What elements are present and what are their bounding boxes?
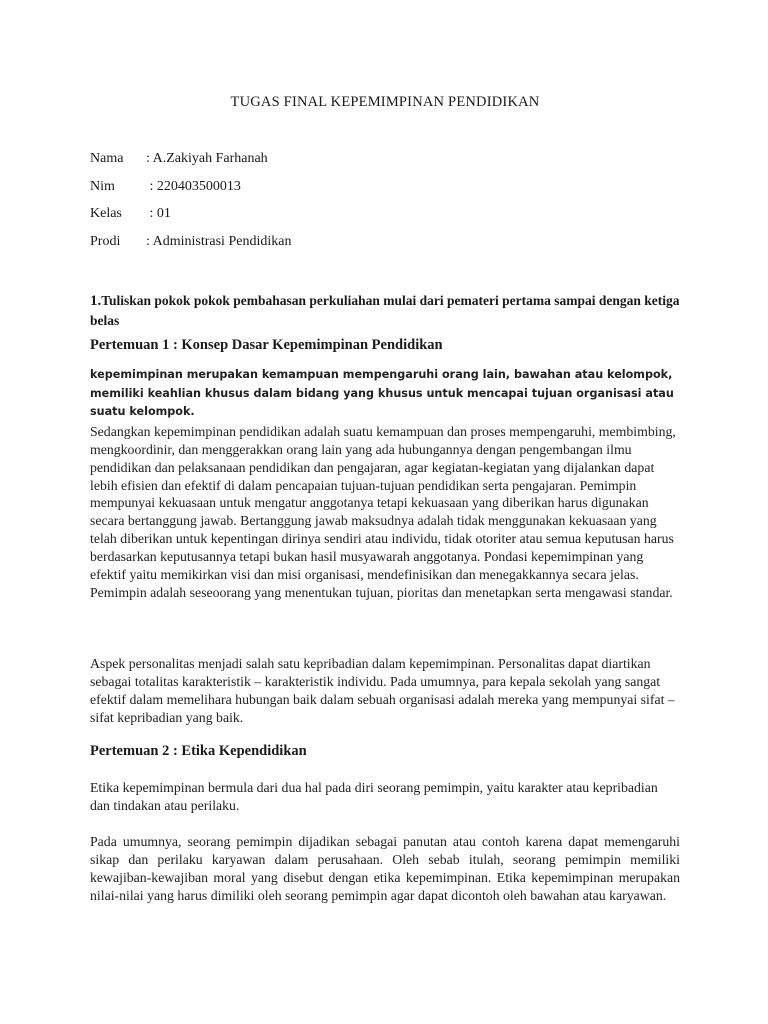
question-1 — [90, 291, 680, 330]
identity-label: Nim — [90, 179, 115, 194]
identity-label: Prodi — [90, 234, 121, 249]
identity-row-nim — [90, 179, 241, 195]
meeting-1-paragraph-1: Sedangkan kepemimpinan pendidikan adalah suatu kemampuan dan proses mempengaruhi, membimbing, mengkoordinir, dan menggerakkan orang lain yang ada hubungannya dengan pengembangan ilmu pendidikan dan pelaksanaan pendidikan dan pengajaran, agar kegiatan-kegiatan yang dijalankan dapat lebih efisien dan efektif di dalam pencapaian tujuan-tujuan pendidikan serta pengajaran. Pemimpin mempunyai kekuasaan untuk mengatur anggotanya tetapi kekuasaan yang diberikan harus digunakan secara bertanggung jawab. Bertanggung jawab maksudnya adalah tidak menggunakan kekuasaan yang telah diberikan untuk kepentingan dirinya sendiri atau individu, tidak otoriter atau semua keputusan harus berdasarkan keputusannya tetapi bukan hasil musyawarah anggotanya. Pondasi kepemimpinan yang efektif yaitu memikirkan visi dan misi organisasi, mendefinisikan dan menegakkannya secara jelas. Pemimpin adalah seseoorang yang menentukan tujuan, pioritas dan menetapkan serta mengawasi standar. — [90, 424, 676, 600]
identity-value: : A.Zakiyah Farhanah — [146, 151, 268, 166]
identity-row-nama — [90, 151, 268, 167]
identity-label: Nama — [90, 151, 124, 166]
identity-value: : Administrasi Pendidikan — [146, 234, 292, 249]
meeting-2-paragraph-2: Pada umumnya, seorang pemimpin dijadikan sebagai panutan atau contoh karena dapat memengaruhi sikap dan perilaku karyawan dalam perusahaan. Oleh sebab itulah, seorang pemimpin memiliki kewajiban-kewajiban moral yang disebut dengan etika kepemimpinan. Etika kepemimpinan merupakan nilai-nilai yang harus dimiliki oleh seorang pemimpin agar dapat dicontoh oleh bawahan atau karyawan. — [90, 834, 680, 903]
identity-row-kelas — [90, 206, 171, 222]
meeting-1-intro: kepemimpinan merupakan kemampuan mempengaruhi orang lain, bawahan atau kelompok, memiliki keahlian khusus dalam bidang yang khusus untuk mencapai tujuan organisasi atau suatu kelompok. — [90, 368, 674, 418]
meeting-1-paragraph-2: Aspek personalitas menjadi salah satu kepribadian dalam kepemimpinan. Personalitas dapat diartikan sebagai totalitas karakteristik – karakteristik individu. Pada umumnya, para kepala sekolah yang sangat efektif dalam memelihara hubungan baik dalam sebuah organisasi adalah mereka yang mempunyai sifat – sifat kepribadian yang baik. — [90, 656, 675, 725]
meeting-1-heading: Pertemuan 1 : Konsep Dasar Kepemimpinan Pendidikan — [90, 337, 443, 353]
meeting-2-paragraph-1: Etika kepemimpinan bermula dari dua hal pada diri seorang pemimpin, yaitu karakter atau kepribadian dan tindakan atau perilaku. — [90, 780, 658, 813]
identity-row-prodi — [90, 234, 291, 250]
document-title: TUGAS FINAL KEPEMIMPINAN PENDIDIKAN — [230, 94, 540, 110]
question-number: 1. — [90, 293, 102, 309]
question-text: Tuliskan pokok pokok pembahasan perkuliahan mulai dari pemateri pertama sampai dengan ketiga belas — [90, 293, 680, 328]
identity-value: : 01 — [146, 206, 171, 221]
meeting-2-heading: Pertemuan 2 : Etika Kependidikan — [90, 743, 307, 759]
identity-label: Kelas — [90, 206, 122, 221]
identity-value: : 220403500013 — [146, 179, 241, 194]
